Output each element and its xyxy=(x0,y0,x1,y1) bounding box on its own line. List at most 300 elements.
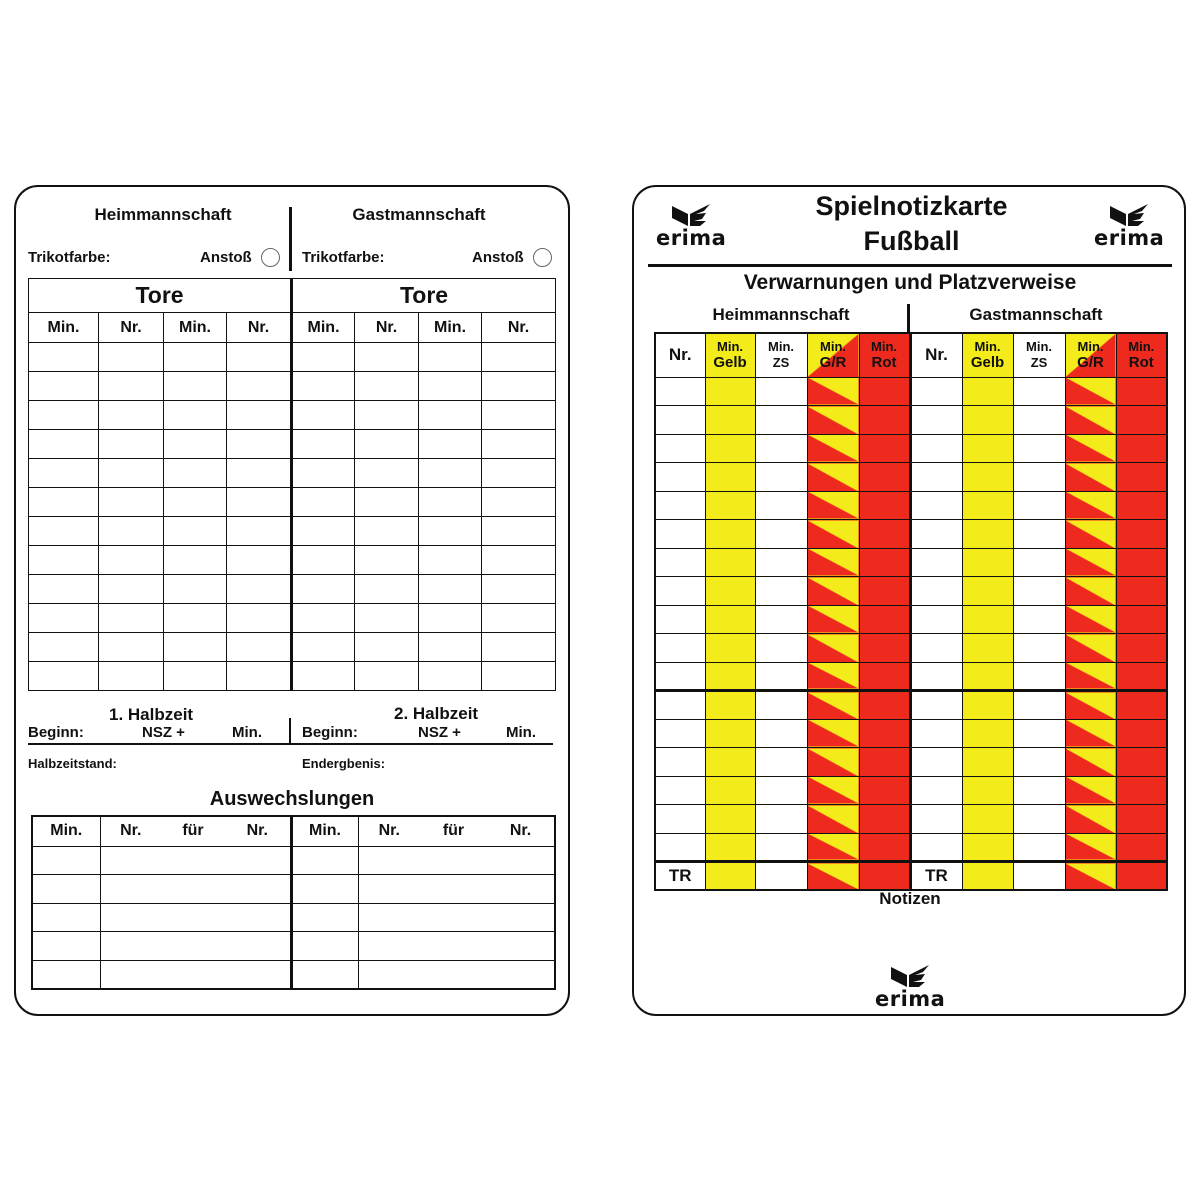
home-caution-cell[interactable] xyxy=(859,463,910,492)
home-goal-cell[interactable] xyxy=(29,401,99,430)
away-caution-cell[interactable] xyxy=(1013,862,1065,891)
home-caution-cell[interactable] xyxy=(755,805,807,834)
away-caution-cell[interactable] xyxy=(1013,406,1065,435)
away-caution-cell[interactable] xyxy=(962,520,1013,549)
home-caution-cell[interactable] xyxy=(655,748,705,777)
home-caution-cell[interactable] xyxy=(755,520,807,549)
home-caution-cell[interactable] xyxy=(705,463,755,492)
away-caution-cell[interactable] xyxy=(1116,605,1167,634)
away-caution-cell[interactable] xyxy=(1013,605,1065,634)
home-goal-cell[interactable] xyxy=(99,633,164,662)
home-caution-cell[interactable] xyxy=(655,577,705,606)
home-substitution-cell[interactable] xyxy=(32,875,100,904)
away-goal-cell[interactable] xyxy=(355,401,419,430)
away-goal-cell[interactable] xyxy=(482,662,556,691)
home-goal-cell[interactable] xyxy=(164,604,227,633)
home-caution-cell[interactable] xyxy=(807,520,859,549)
away-caution-cell[interactable] xyxy=(1116,577,1167,606)
home-caution-cell[interactable] xyxy=(807,691,859,720)
away-caution-cell[interactable] xyxy=(1013,833,1065,862)
away-goal-cell[interactable] xyxy=(419,633,482,662)
away-caution-cell[interactable] xyxy=(1013,748,1065,777)
away-caution-cell[interactable] xyxy=(1065,662,1116,691)
home-caution-cell[interactable] xyxy=(655,377,705,406)
away-caution-cell[interactable] xyxy=(910,605,962,634)
away-goal-cell[interactable] xyxy=(482,633,556,662)
away-caution-cell[interactable] xyxy=(962,833,1013,862)
home-substitution-cell[interactable] xyxy=(32,932,100,961)
home-caution-cell[interactable] xyxy=(807,833,859,862)
away-goal-cell[interactable] xyxy=(419,575,482,604)
home-caution-cell[interactable] xyxy=(705,491,755,520)
away-caution-cell[interactable] xyxy=(910,691,962,720)
substitution-row xyxy=(32,903,555,932)
away-caution-cell[interactable] xyxy=(1116,520,1167,549)
home-caution-cell[interactable] xyxy=(755,548,807,577)
home-goal-cell[interactable] xyxy=(99,372,164,401)
home-goal-cell[interactable] xyxy=(164,343,227,372)
away-goal-cell[interactable] xyxy=(419,343,482,372)
away-caution-cell[interactable] xyxy=(1116,377,1167,406)
away-substitution-cell[interactable] xyxy=(291,932,358,961)
away-substitution-cell[interactable] xyxy=(358,932,555,961)
home-caution-cell[interactable] xyxy=(755,634,807,663)
home-substitution-cell[interactable] xyxy=(100,960,291,989)
home-goal-cell[interactable] xyxy=(99,430,164,459)
away-goal-cell[interactable] xyxy=(355,343,419,372)
home-goal-cell[interactable] xyxy=(29,372,99,401)
home-caution-cell[interactable] xyxy=(655,805,705,834)
away-caution-cell[interactable] xyxy=(1013,520,1065,549)
home-caution-cell[interactable] xyxy=(655,548,705,577)
away-caution-cell[interactable] xyxy=(1065,577,1116,606)
away-substitution-cell[interactable] xyxy=(358,875,555,904)
home-caution-cell[interactable] xyxy=(655,463,705,492)
home-caution-cell[interactable] xyxy=(705,634,755,663)
away-caution-cell[interactable] xyxy=(962,719,1013,748)
away-caution-cell[interactable] xyxy=(1065,605,1116,634)
away-caution-cell[interactable] xyxy=(962,605,1013,634)
home-substitution-cell[interactable] xyxy=(100,846,291,875)
home-caution-cell[interactable] xyxy=(655,491,705,520)
home-goal-cell[interactable] xyxy=(99,517,164,546)
home-caution-cell[interactable] xyxy=(859,577,910,606)
away-caution-cell[interactable] xyxy=(910,406,962,435)
away-goal-cell[interactable] xyxy=(292,459,355,488)
away-goal-cell[interactable] xyxy=(292,575,355,604)
away-goal-cell[interactable] xyxy=(355,546,419,575)
home-goal-cell[interactable] xyxy=(164,488,227,517)
away-kickoff-checkbox[interactable] xyxy=(533,248,552,267)
away-caution-cell[interactable] xyxy=(1065,377,1116,406)
away-goal-cell[interactable] xyxy=(482,459,556,488)
home-caution-cell[interactable] xyxy=(807,406,859,435)
away-goal-cell[interactable] xyxy=(419,604,482,633)
home-goal-cell[interactable] xyxy=(227,459,292,488)
away-goal-cell[interactable] xyxy=(355,604,419,633)
away-caution-cell[interactable] xyxy=(1065,463,1116,492)
away-caution-cell[interactable] xyxy=(1116,434,1167,463)
home-caution-cell[interactable] xyxy=(807,719,859,748)
away-caution-cell[interactable] xyxy=(1116,719,1167,748)
home-caution-cell[interactable] xyxy=(655,406,705,435)
away-goal-cell[interactable] xyxy=(482,343,556,372)
home-caution-cell[interactable] xyxy=(655,691,705,720)
away-goal-cell[interactable] xyxy=(482,488,556,517)
home-caution-cell[interactable] xyxy=(705,862,755,891)
away-goal-cell[interactable] xyxy=(482,517,556,546)
home-caution-cell[interactable] xyxy=(859,719,910,748)
home-caution-cell[interactable] xyxy=(705,805,755,834)
away-caution-cell[interactable] xyxy=(1013,434,1065,463)
away-caution-cell[interactable] xyxy=(1065,833,1116,862)
home-caution-cell[interactable] xyxy=(859,434,910,463)
home-caution-cell[interactable] xyxy=(705,691,755,720)
away-caution-cell[interactable] xyxy=(1065,691,1116,720)
away-caution-cell[interactable] xyxy=(910,776,962,805)
away-caution-cell[interactable] xyxy=(1065,776,1116,805)
away-caution-cell[interactable] xyxy=(962,548,1013,577)
home-goal-cell[interactable] xyxy=(164,575,227,604)
away-caution-cell[interactable] xyxy=(1065,434,1116,463)
home-caution-cell[interactable] xyxy=(859,520,910,549)
home-caution-cell[interactable] xyxy=(755,748,807,777)
away-goal-cell[interactable] xyxy=(292,604,355,633)
away-caution-cell[interactable] xyxy=(1116,748,1167,777)
away-goal-cell[interactable] xyxy=(419,401,482,430)
away-caution-cell[interactable] xyxy=(1116,691,1167,720)
away-caution-cell[interactable] xyxy=(1065,862,1116,891)
away-caution-cell[interactable] xyxy=(1013,776,1065,805)
home-caution-cell[interactable] xyxy=(859,776,910,805)
away-goal-cell[interactable] xyxy=(355,488,419,517)
away-goal-cell[interactable] xyxy=(482,604,556,633)
home-goal-cell[interactable] xyxy=(99,575,164,604)
home-caution-cell[interactable] xyxy=(755,776,807,805)
away-goal-cell[interactable] xyxy=(355,372,419,401)
home-caution-cell[interactable] xyxy=(859,548,910,577)
home-caution-cell[interactable] xyxy=(655,520,705,549)
away-caution-cell[interactable] xyxy=(1013,377,1065,406)
home-caution-cell[interactable] xyxy=(705,748,755,777)
home-caution-cell[interactable] xyxy=(859,833,910,862)
home-goal-cell[interactable] xyxy=(227,633,292,662)
away-goal-cell[interactable] xyxy=(419,372,482,401)
away-goal-cell[interactable] xyxy=(419,662,482,691)
home-caution-cell[interactable] xyxy=(755,406,807,435)
home-caution-cell[interactable] xyxy=(755,377,807,406)
home-goal-cell[interactable] xyxy=(99,604,164,633)
home-caution-cell[interactable] xyxy=(655,719,705,748)
home-caution-cell[interactable] xyxy=(755,691,807,720)
home-caution-cell[interactable] xyxy=(859,748,910,777)
away-substitution-cell[interactable] xyxy=(291,875,358,904)
home-caution-cell[interactable] xyxy=(859,491,910,520)
home-caution-cell[interactable] xyxy=(859,634,910,663)
away-goal-cell[interactable] xyxy=(482,430,556,459)
away-caution-cell[interactable] xyxy=(962,577,1013,606)
away-caution-cell[interactable] xyxy=(962,691,1013,720)
away-substitution-cell[interactable] xyxy=(358,903,555,932)
home-substitution-cell[interactable] xyxy=(100,875,291,904)
away-goal-cell[interactable] xyxy=(355,430,419,459)
home-caution-cell[interactable] xyxy=(859,605,910,634)
home-goal-cell[interactable] xyxy=(164,401,227,430)
away-caution-cell[interactable] xyxy=(1116,776,1167,805)
away-goal-cell[interactable] xyxy=(292,430,355,459)
away-caution-cell[interactable] xyxy=(910,377,962,406)
home-caution-cell[interactable] xyxy=(755,605,807,634)
home-caution-cell[interactable] xyxy=(859,662,910,691)
away-goal-cell[interactable] xyxy=(292,343,355,372)
away-caution-cell[interactable] xyxy=(910,662,962,691)
home-goal-cell[interactable] xyxy=(99,662,164,691)
away-caution-cell[interactable] xyxy=(962,776,1013,805)
home-caution-cell[interactable] xyxy=(859,406,910,435)
away-caution-cell[interactable] xyxy=(1013,662,1065,691)
home-caution-cell[interactable] xyxy=(705,406,755,435)
home-caution-cell[interactable] xyxy=(705,662,755,691)
home-substitution-cell[interactable] xyxy=(32,903,100,932)
home-goal-cell[interactable] xyxy=(227,401,292,430)
home-goal-cell[interactable] xyxy=(164,662,227,691)
away-caution-cell[interactable] xyxy=(910,520,962,549)
home-goal-cell[interactable] xyxy=(99,459,164,488)
match-card-back xyxy=(632,185,1186,1016)
away-caution-cell[interactable] xyxy=(1065,520,1116,549)
home-substitution-cell[interactable] xyxy=(100,903,291,932)
away-caution-cell[interactable] xyxy=(962,662,1013,691)
away-substitution-cell[interactable] xyxy=(291,960,358,989)
away-goal-cell[interactable] xyxy=(419,517,482,546)
home-caution-cell[interactable] xyxy=(807,377,859,406)
away-substitution-cell[interactable] xyxy=(358,960,555,989)
home-goal-cell[interactable] xyxy=(29,459,99,488)
away-caution-cell[interactable] xyxy=(1065,634,1116,663)
away-caution-cell[interactable] xyxy=(1013,548,1065,577)
away-goal-cell[interactable] xyxy=(419,546,482,575)
away-goal-cell[interactable] xyxy=(292,546,355,575)
home-goal-cell[interactable] xyxy=(29,633,99,662)
home-caution-cell[interactable] xyxy=(705,833,755,862)
away-goal-cell[interactable] xyxy=(292,662,355,691)
away-caution-cell[interactable] xyxy=(1116,662,1167,691)
home-caution-cell[interactable] xyxy=(807,491,859,520)
away-caution-cell[interactable] xyxy=(910,548,962,577)
home-caution-cell[interactable] xyxy=(655,776,705,805)
away-caution-cell[interactable] xyxy=(962,434,1013,463)
home-caution-cell[interactable] xyxy=(755,833,807,862)
home-caution-cell[interactable] xyxy=(655,662,705,691)
home-caution-cell[interactable] xyxy=(755,577,807,606)
home-caution-cell[interactable] xyxy=(705,434,755,463)
home-goal-cell[interactable] xyxy=(164,546,227,575)
home-caution-cell[interactable] xyxy=(807,634,859,663)
home-substitution-cell[interactable] xyxy=(100,932,291,961)
away-caution-cell[interactable] xyxy=(1013,691,1065,720)
away-caution-cell[interactable] xyxy=(962,634,1013,663)
away-caution-cell[interactable] xyxy=(910,463,962,492)
away-goal-cell[interactable] xyxy=(419,488,482,517)
away-substitution-cell[interactable] xyxy=(291,846,358,875)
home-substitution-cell[interactable] xyxy=(32,846,100,875)
away-caution-cell[interactable] xyxy=(962,805,1013,834)
home-caution-cell[interactable] xyxy=(807,434,859,463)
away-caution-cell[interactable] xyxy=(1116,406,1167,435)
home-goal-cell[interactable] xyxy=(29,517,99,546)
away-caution-cell[interactable] xyxy=(962,406,1013,435)
away-caution-cell[interactable] xyxy=(910,833,962,862)
home-caution-cell[interactable] xyxy=(859,691,910,720)
home-caution-cell[interactable] xyxy=(705,548,755,577)
away-caution-cell[interactable] xyxy=(1065,548,1116,577)
away-caution-cell[interactable] xyxy=(1013,463,1065,492)
away-caution-cell[interactable] xyxy=(910,805,962,834)
home-goal-cell[interactable] xyxy=(227,662,292,691)
away-caution-cell[interactable] xyxy=(962,377,1013,406)
home-goal-cell[interactable] xyxy=(29,430,99,459)
home-caution-cell[interactable] xyxy=(705,776,755,805)
away-caution-cell[interactable] xyxy=(1116,833,1167,862)
away-substitution-cell[interactable] xyxy=(358,846,555,875)
away-caution-cell[interactable] xyxy=(910,491,962,520)
away-caution-cell[interactable] xyxy=(1116,491,1167,520)
away-goal-cell[interactable] xyxy=(419,430,482,459)
home-goal-cell[interactable] xyxy=(227,430,292,459)
home-caution-cell[interactable] xyxy=(705,377,755,406)
home-goal-cell[interactable] xyxy=(99,488,164,517)
home-goal-cell[interactable] xyxy=(227,604,292,633)
away-caution-cell[interactable] xyxy=(962,463,1013,492)
home-substitution-cell[interactable] xyxy=(32,960,100,989)
home-goal-cell[interactable] xyxy=(29,546,99,575)
home-caution-cell[interactable] xyxy=(807,776,859,805)
away-goal-cell[interactable] xyxy=(355,459,419,488)
home-caution-cell[interactable] xyxy=(705,605,755,634)
away-goal-cell[interactable] xyxy=(355,633,419,662)
home-caution-cell[interactable] xyxy=(807,662,859,691)
home-caution-cell[interactable] xyxy=(807,748,859,777)
away-goal-cell[interactable] xyxy=(355,517,419,546)
home-caution-cell[interactable] xyxy=(859,805,910,834)
home-caution-cell[interactable] xyxy=(755,862,807,891)
away-caution-cell[interactable] xyxy=(1065,719,1116,748)
home-goal-cell[interactable] xyxy=(99,343,164,372)
home-caution-cell[interactable] xyxy=(859,377,910,406)
away-caution-cell[interactable] xyxy=(910,577,962,606)
away-caution-cell[interactable] xyxy=(1013,491,1065,520)
away-caution-cell[interactable] xyxy=(910,719,962,748)
home-caution-cell[interactable] xyxy=(807,463,859,492)
away-caution-cell[interactable] xyxy=(1065,406,1116,435)
cautions-col-header: Min. Rot xyxy=(859,333,910,377)
away-caution-cell[interactable] xyxy=(962,748,1013,777)
home-caution-cell[interactable] xyxy=(755,719,807,748)
home-caution-cell[interactable] xyxy=(859,862,910,891)
home-goal-cell[interactable] xyxy=(29,488,99,517)
away-goal-cell[interactable] xyxy=(419,459,482,488)
home-caution-cell[interactable] xyxy=(655,833,705,862)
home-goal-cell[interactable] xyxy=(164,633,227,662)
away-goal-cell[interactable] xyxy=(482,372,556,401)
home-caution-cell[interactable] xyxy=(807,548,859,577)
home-caution-cell[interactable] xyxy=(807,577,859,606)
away-caution-cell[interactable] xyxy=(1013,805,1065,834)
away-caution-cell[interactable] xyxy=(1065,491,1116,520)
away-caution-cell[interactable] xyxy=(1116,634,1167,663)
away-caution-cell[interactable] xyxy=(962,862,1013,891)
home-caution-cell[interactable] xyxy=(755,662,807,691)
home-goal-cell[interactable] xyxy=(227,575,292,604)
home-goal-cell[interactable] xyxy=(164,517,227,546)
away-goal-cell[interactable] xyxy=(292,372,355,401)
home-goal-cell[interactable] xyxy=(29,575,99,604)
away-caution-cell[interactable] xyxy=(1116,463,1167,492)
home-caution-cell[interactable] xyxy=(655,634,705,663)
away-caution-cell[interactable] xyxy=(910,634,962,663)
away-caution-cell[interactable] xyxy=(1116,548,1167,577)
home-goal-cell[interactable] xyxy=(227,517,292,546)
away-substitution-cell[interactable] xyxy=(291,903,358,932)
away-goal-cell[interactable] xyxy=(292,401,355,430)
away-caution-cell[interactable] xyxy=(1065,748,1116,777)
home-goal-cell[interactable] xyxy=(29,343,99,372)
home-caution-cell[interactable] xyxy=(705,520,755,549)
away-goal-cell[interactable] xyxy=(292,488,355,517)
away-goal-cell[interactable] xyxy=(482,575,556,604)
away-caution-cell[interactable] xyxy=(1013,577,1065,606)
home-caution-cell[interactable] xyxy=(705,577,755,606)
home-caution-cell[interactable] xyxy=(755,491,807,520)
home-caution-cell[interactable] xyxy=(807,862,859,891)
home-caution-cell[interactable] xyxy=(755,463,807,492)
home-goal-cell[interactable] xyxy=(227,488,292,517)
away-goal-cell[interactable] xyxy=(355,662,419,691)
away-caution-cell[interactable] xyxy=(910,434,962,463)
home-caution-cell[interactable] xyxy=(655,605,705,634)
away-goal-cell[interactable] xyxy=(482,546,556,575)
away-goal-cell[interactable] xyxy=(292,633,355,662)
away-goal-cell[interactable] xyxy=(482,401,556,430)
home-goal-cell[interactable] xyxy=(227,343,292,372)
away-caution-cell[interactable] xyxy=(1116,805,1167,834)
home-goal-cell[interactable] xyxy=(227,372,292,401)
home-goal-cell[interactable] xyxy=(29,662,99,691)
away-caution-cell[interactable] xyxy=(1013,719,1065,748)
home-goal-cell[interactable] xyxy=(227,546,292,575)
home-goal-cell[interactable] xyxy=(164,372,227,401)
away-goal-cell[interactable] xyxy=(292,517,355,546)
home-caution-cell[interactable] xyxy=(807,605,859,634)
away-goal-cell[interactable] xyxy=(355,575,419,604)
home-caution-cell[interactable] xyxy=(807,805,859,834)
home-goal-cell[interactable] xyxy=(164,430,227,459)
home-goal-cell[interactable] xyxy=(99,401,164,430)
away-caution-cell[interactable] xyxy=(1013,634,1065,663)
away-caution-cell[interactable] xyxy=(962,491,1013,520)
home-caution-cell[interactable] xyxy=(755,434,807,463)
caution-row xyxy=(655,634,1167,663)
home-caution-cell[interactable] xyxy=(655,434,705,463)
home-goal-cell[interactable] xyxy=(99,546,164,575)
home-kickoff-checkbox[interactable] xyxy=(261,248,280,267)
home-goal-cell[interactable] xyxy=(164,459,227,488)
away-caution-cell[interactable] xyxy=(1065,805,1116,834)
home-caution-cell[interactable] xyxy=(705,719,755,748)
home-goal-cell[interactable] xyxy=(29,604,99,633)
away-caution-cell[interactable] xyxy=(1116,862,1167,891)
away-caution-cell[interactable] xyxy=(910,748,962,777)
